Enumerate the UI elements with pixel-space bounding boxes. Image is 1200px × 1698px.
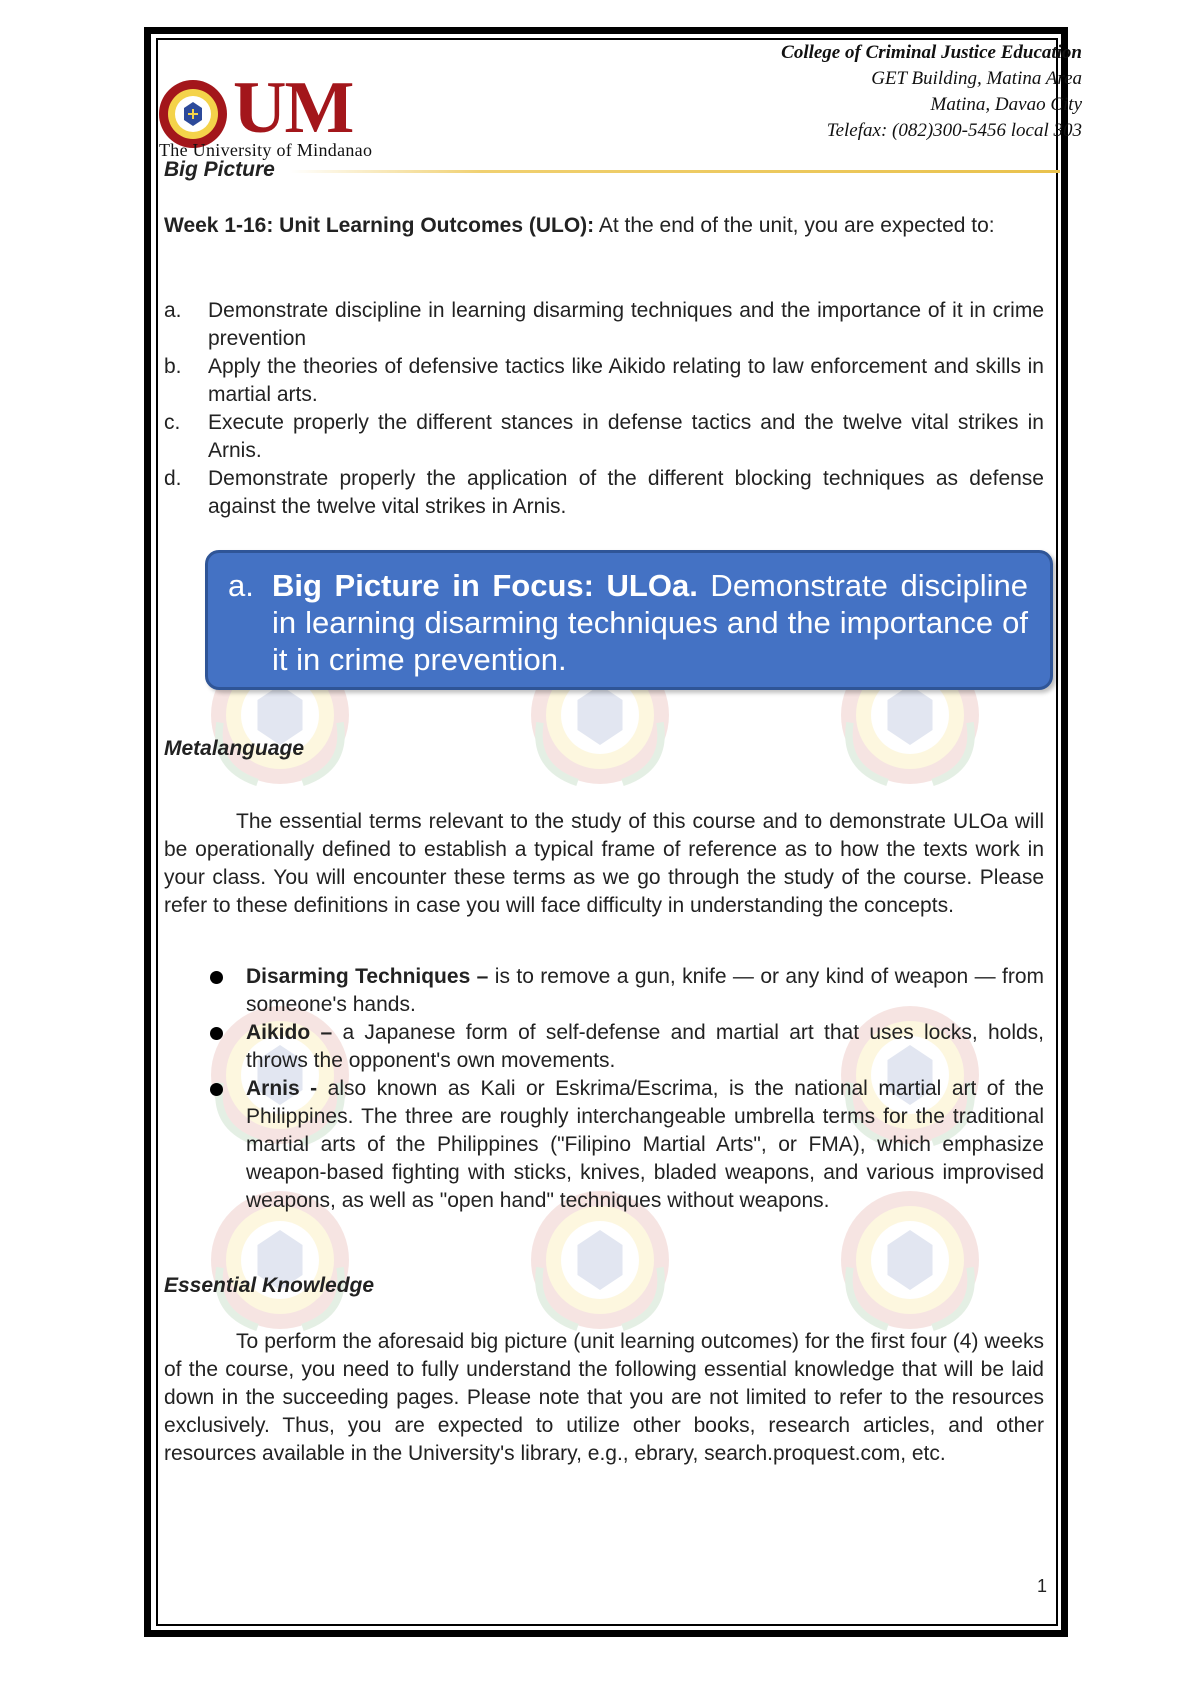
college-address (781, 40, 1082, 144)
list-item (164, 297, 1044, 353)
college-name: College of Criminal Justice Education (781, 42, 1082, 63)
list-item-text: Demonstrate discipline in learning disarming techniques and the importance of it in crime prevention (208, 299, 1044, 350)
paragraph-text: The essential terms relevant to the study of this course and to demonstrate ULOa will be operationally defined to establish a typical frame of reference as to how the texts work in your class. You will encounter these terms as we go through the study of the course. Please refer to these definitions in case you will face difficulty in understanding the concepts. (164, 810, 1044, 917)
term-text: also known as Kali or Eskrima/Escrima, is the national martial art of the Philippines. The three are roughly interchangeable umbrella terms for the traditional martial arts of the Philippines ("Filipino Martial Arts", or FMA), which emphasize weapon-based fighting with sticks, knives, bladed weapons, and various improvised weapons, as well as "open hand" techniques without weapons. (246, 1077, 1044, 1212)
ulo-intro-text: At the end of the unit, you are expected to: (594, 214, 995, 237)
metalanguage-heading: Metalanguage (164, 737, 305, 760)
list-marker: b. (164, 355, 182, 378)
term-name: Arnis - (246, 1077, 318, 1100)
big-picture-heading: Big Picture (164, 158, 275, 181)
term-definition (246, 1019, 1044, 1075)
list-item (164, 353, 1044, 409)
list-marker: d. (164, 467, 182, 490)
university-logo (157, 67, 417, 162)
list-item (164, 963, 1044, 1019)
university-name: The University of Mindanao (159, 140, 373, 160)
essential-knowledge-heading: Essential Knowledge (164, 1274, 375, 1297)
ulo-label: Week 1-16: Unit Learning Outcomes (ULO): (164, 214, 595, 237)
page-number: 1 (1037, 1576, 1048, 1596)
telefax-line: Telefax: (082)300-5456 local 303 (826, 120, 1082, 141)
focus-description: Demonstrate discipline in learning disarming techniques and the importance of it in crime prevention. (272, 568, 1028, 677)
big-picture-focus-box (205, 550, 1053, 690)
term-definition (246, 963, 1044, 1019)
list-item-text: Demonstrate properly the application of the different blocking techniques as defense against the twelve vital strikes in Arnis. (208, 467, 1044, 518)
bullet-icon (164, 1019, 246, 1075)
list-marker: c. (164, 411, 181, 434)
focus-title: Big Picture in Focus: ULOa. (272, 568, 698, 603)
term-text: is to remove a gun, knife — or any kind of weapon — from someone's hands. (246, 965, 1045, 1016)
list-item (164, 1075, 1044, 1215)
term-name: Aikido – (246, 1021, 333, 1044)
term-name: Disarming Techniques – (246, 965, 489, 988)
bullet-icon (164, 1075, 246, 1215)
logo-text: UM (233, 67, 353, 149)
list-item (164, 409, 1044, 465)
address-line: Matina, Davao City (930, 94, 1082, 115)
metalanguage-paragraph (164, 808, 1044, 920)
list-item (164, 465, 1044, 521)
ulo-list (164, 297, 1044, 521)
bullet-icon (164, 963, 246, 1019)
list-item-text: Apply the theories of defensive tactics like Aikido relating to law enforcement and skills in martial arts. (208, 355, 1044, 406)
focus-text (272, 567, 1028, 678)
term-text: a Japanese form of self-defense and martial art that uses locks, holds, throws the opponent's own movements. (246, 1021, 1045, 1072)
term-list (164, 963, 1044, 1215)
essential-knowledge-paragraph (164, 1328, 1044, 1468)
list-marker: a. (164, 299, 182, 322)
paragraph-text: To perform the aforesaid big picture (unit learning outcomes) for the first four (4) weeks of the course, you need to fully understand the following essential knowledge that will be laid down in the succeeding pages. Please note that you are not limited to refer to the resources exclusively. Thus, you are expected to utilize other books, research articles, and other resources available in the University's library, e.g., ebrary, search.proquest.com, etc. (164, 1330, 1044, 1465)
term-definition (246, 1075, 1044, 1215)
address-line: GET Building, Matina Area (871, 68, 1082, 89)
ulo-intro (164, 212, 1044, 240)
list-item (164, 1019, 1044, 1075)
focus-marker: a. (228, 568, 254, 603)
list-item-text: Execute properly the different stances in defense tactics and the twelve vital strikes in Arnis. (208, 411, 1044, 462)
